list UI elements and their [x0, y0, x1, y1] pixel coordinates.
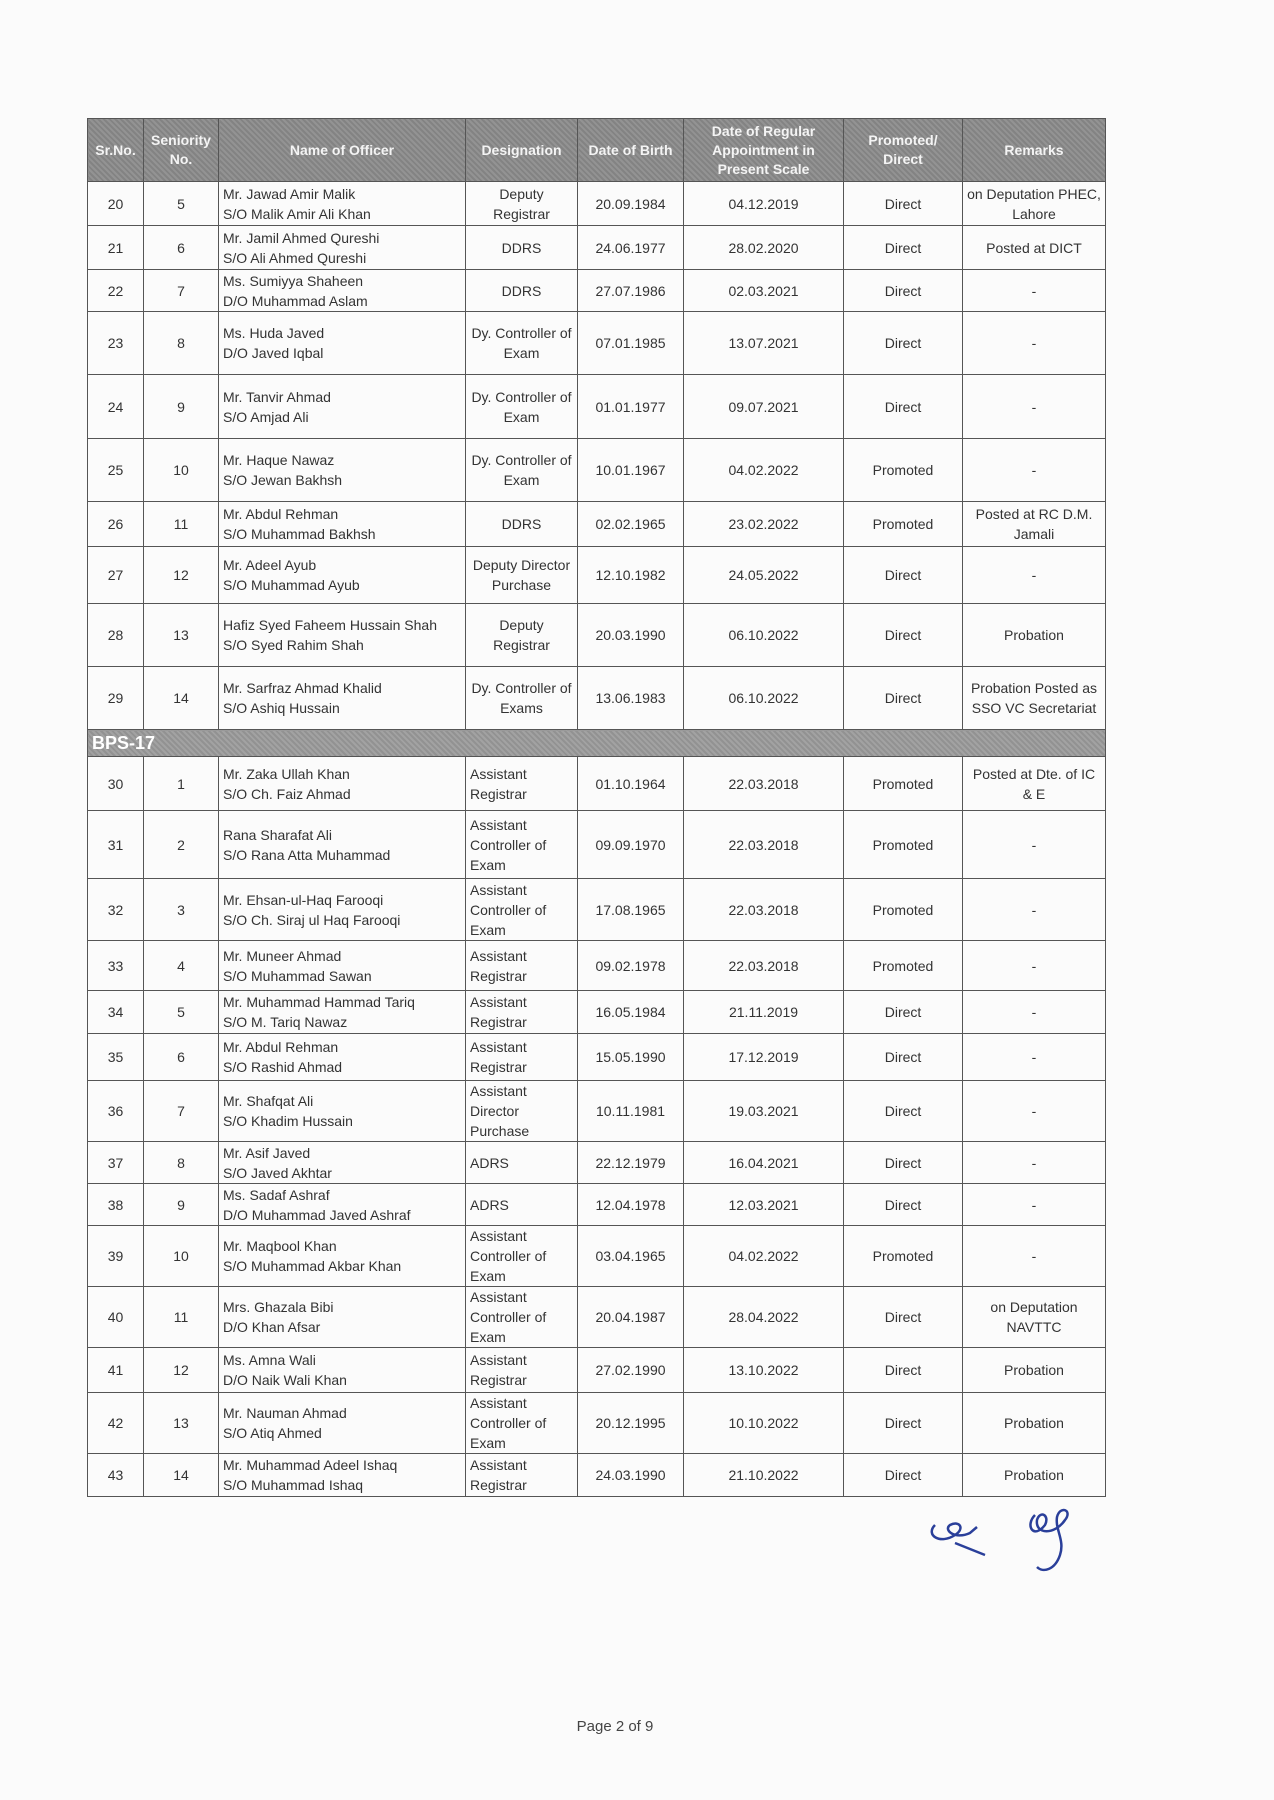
officer-name: Mr. Asif Javed: [223, 1144, 311, 1161]
officer-name-cell: [219, 811, 466, 879]
sr-no-cell: 37: [88, 1142, 144, 1184]
designation-cell: Deputy Director Purchase: [466, 547, 578, 604]
dob-cell: 20.04.1987: [578, 1287, 684, 1348]
officer-name: Mr. Ehsan-ul-Haq Farooqi: [223, 891, 384, 908]
table-row: [88, 941, 1106, 991]
table-row: [88, 1034, 1106, 1081]
remarks-cell: -: [963, 270, 1106, 312]
promoted-direct-cell: Promoted: [844, 502, 963, 547]
promoted-direct-cell: Direct: [844, 547, 963, 604]
appointment-date-cell: 16.04.2021: [684, 1142, 844, 1184]
seniority-no-cell: 10: [144, 439, 219, 502]
dob-cell: 13.06.1983: [578, 667, 684, 730]
seniority-no-cell: 13: [144, 1393, 219, 1454]
header-dob: Date of Birth: [578, 119, 684, 182]
dob-cell: 07.01.1985: [578, 312, 684, 375]
officer-parent: S/O Ali Ahmed Qureshi: [223, 249, 367, 266]
officer-name-cell: [219, 270, 466, 312]
sr-no-cell: 43: [88, 1454, 144, 1497]
officer-name: Rana Sharafat Ali: [223, 826, 332, 843]
designation-cell: Assistant Controller of Exam: [466, 1226, 578, 1287]
dob-cell: 27.07.1986: [578, 270, 684, 312]
remarks-cell: Probation: [963, 1454, 1106, 1497]
dob-cell: 01.10.1964: [578, 757, 684, 811]
officer-name-cell: [219, 1184, 466, 1226]
promoted-direct-cell: Direct: [844, 1034, 963, 1081]
promoted-direct-cell: Promoted: [844, 879, 963, 941]
seniority-no-cell: 2: [144, 811, 219, 879]
officer-name-cell: [219, 375, 466, 439]
table-row: [88, 1393, 1106, 1454]
designation-cell: Assistant Controller of Exam: [466, 811, 578, 879]
dob-cell: 12.04.1978: [578, 1184, 684, 1226]
officer-name-cell: [219, 182, 466, 226]
designation-cell: Assistant Registrar: [466, 1348, 578, 1393]
remarks-cell: -: [963, 547, 1106, 604]
table-row: [88, 1184, 1106, 1226]
officer-name: Mr. Jamil Ahmed Qureshi: [223, 229, 380, 246]
officer-name-cell: [219, 991, 466, 1034]
appointment-date-cell: 22.03.2018: [684, 941, 844, 991]
section-label: BPS-17: [88, 730, 1106, 757]
sr-no-cell: 22: [88, 270, 144, 312]
dob-cell: 20.03.1990: [578, 604, 684, 667]
designation-cell: Deputy Registrar: [466, 604, 578, 667]
sr-no-cell: 38: [88, 1184, 144, 1226]
officer-name-cell: [219, 757, 466, 811]
table-row: [88, 1081, 1106, 1142]
officer-name-cell: [219, 312, 466, 375]
appointment-date-cell: 28.04.2022: [684, 1287, 844, 1348]
officer-parent: S/O M. Tariq Nawaz: [223, 1014, 348, 1030]
promoted-direct-cell: Direct: [844, 1348, 963, 1393]
header-name: Name of Officer: [219, 119, 466, 182]
officer-name: Mr. Zaka Ullah Khan: [223, 765, 350, 782]
promoted-direct-cell: Direct: [844, 312, 963, 375]
table-row: [88, 879, 1106, 941]
designation-cell: ADRS: [466, 1142, 578, 1184]
designation-cell: Assistant Controller of Exam: [466, 1393, 578, 1454]
designation-cell: DDRS: [466, 270, 578, 312]
promoted-direct-cell: Direct: [844, 1081, 963, 1142]
signature-image: [915, 1495, 1115, 1585]
sr-no-cell: 33: [88, 941, 144, 991]
remarks-cell: Posted at DICT: [963, 226, 1106, 270]
designation-cell: Assistant Registrar: [466, 1034, 578, 1081]
appointment-date-cell: 12.03.2021: [684, 1184, 844, 1226]
officer-parent: S/O Muhammad Akbar Khan: [223, 1258, 402, 1274]
sr-no-cell: 28: [88, 604, 144, 667]
officer-parent: S/O Muhammad Ayub: [223, 577, 360, 593]
officer-parent: S/O Ch. Faiz Ahmad: [223, 785, 351, 802]
seniority-no-cell: 8: [144, 312, 219, 375]
officer-parent: S/O Javed Akhtar: [223, 1164, 332, 1181]
remarks-cell: -: [963, 1034, 1106, 1081]
table-row: [88, 270, 1106, 312]
designation-cell: Dy. Controller of Exams: [466, 667, 578, 730]
officer-name: Mr. Adeel Ayub: [223, 557, 317, 573]
appointment-date-cell: 06.10.2022: [684, 604, 844, 667]
promoted-direct-cell: Promoted: [844, 941, 963, 991]
promoted-direct-cell: Direct: [844, 1454, 963, 1497]
table-row: [88, 991, 1106, 1034]
officer-name-cell: [219, 226, 466, 270]
remarks-cell: -: [963, 941, 1106, 991]
remarks-cell: -: [963, 1081, 1106, 1142]
officer-name: Ms. Sumiyya Shaheen: [223, 272, 364, 289]
appointment-date-cell: 04.02.2022: [684, 1226, 844, 1287]
officer-name-cell: [219, 1142, 466, 1184]
dob-cell: 10.11.1981: [578, 1081, 684, 1142]
promoted-direct-cell: Direct: [844, 226, 963, 270]
officer-name-cell: [219, 667, 466, 730]
officer-name: Hafiz Syed Faheem Hussain Shah: [223, 617, 437, 633]
header-sr-no: Sr.No.: [88, 119, 144, 182]
seniority-no-cell: 10: [144, 1226, 219, 1287]
officer-name: Ms. Huda Javed: [223, 325, 325, 341]
appointment-date-cell: 24.05.2022: [684, 547, 844, 604]
officer-parent: D/O Javed Iqbal: [223, 345, 324, 361]
table-row: [88, 667, 1106, 730]
designation-cell: Dy. Controller of Exam: [466, 439, 578, 502]
remarks-cell: -: [963, 1184, 1106, 1226]
designation-cell: Assistant Registrar: [466, 941, 578, 991]
seniority-no-cell: 14: [144, 667, 219, 730]
designation-cell: ADRS: [466, 1184, 578, 1226]
sr-no-cell: 40: [88, 1287, 144, 1348]
table-row: [88, 502, 1106, 547]
table-row: [88, 1226, 1106, 1287]
remarks-cell: -: [963, 312, 1106, 375]
officer-parent: S/O Muhammad Sawan: [223, 967, 372, 984]
officer-name-cell: [219, 439, 466, 502]
page-number: Page 2 of 9: [576, 1718, 654, 1735]
officer-name-cell: [219, 1226, 466, 1287]
remarks-cell: Posted at Dte. of IC & E: [963, 757, 1106, 811]
remarks-cell: -: [963, 375, 1106, 439]
designation-cell: Assistant Director Purchase: [466, 1081, 578, 1142]
appointment-date-cell: 21.10.2022: [684, 1454, 844, 1497]
table-row: [88, 375, 1106, 439]
promoted-direct-cell: Promoted: [844, 757, 963, 811]
seniority-no-cell: 11: [144, 1287, 219, 1348]
dob-cell: 17.08.1965: [578, 879, 684, 941]
seniority-no-cell: 3: [144, 879, 219, 941]
table-row: [88, 811, 1106, 879]
remarks-cell: Posted at RC D.M. Jamali: [963, 502, 1106, 547]
header-appointment: Date of Regular Appointment in Present Scale: [684, 119, 844, 182]
seniority-table: [87, 118, 1106, 1497]
sr-no-cell: 42: [88, 1393, 144, 1454]
remarks-cell: -: [963, 879, 1106, 941]
promoted-direct-cell: Direct: [844, 667, 963, 730]
appointment-date-cell: 22.03.2018: [684, 879, 844, 941]
designation-cell: Assistant Controller of Exam: [466, 879, 578, 941]
officer-name-cell: [219, 1081, 466, 1142]
table-row: [88, 439, 1106, 502]
officer-parent: S/O Khadim Hussain: [223, 1113, 353, 1129]
promoted-direct-cell: Direct: [844, 1287, 963, 1348]
promoted-direct-cell: Promoted: [844, 439, 963, 502]
appointment-date-cell: 04.12.2019: [684, 182, 844, 226]
dob-cell: 03.04.1965: [578, 1226, 684, 1287]
seniority-no-cell: 13: [144, 604, 219, 667]
dob-cell: 24.03.1990: [578, 1454, 684, 1497]
appointment-date-cell: 06.10.2022: [684, 667, 844, 730]
seniority-no-cell: 1: [144, 757, 219, 811]
officer-name-cell: [219, 1454, 466, 1497]
appointment-date-cell: 28.02.2020: [684, 226, 844, 270]
dob-cell: 09.09.1970: [578, 811, 684, 879]
table-row: [88, 604, 1106, 667]
officer-name-cell: [219, 502, 466, 547]
remarks-cell: Probation: [963, 604, 1106, 667]
designation-cell: Assistant Registrar: [466, 757, 578, 811]
sr-no-cell: 21: [88, 226, 144, 270]
appointment-date-cell: 22.03.2018: [684, 811, 844, 879]
remarks-cell: -: [963, 991, 1106, 1034]
sr-no-cell: 36: [88, 1081, 144, 1142]
sr-no-cell: 27: [88, 547, 144, 604]
dob-cell: 27.02.1990: [578, 1348, 684, 1393]
sr-no-cell: 26: [88, 502, 144, 547]
table-row: [88, 547, 1106, 604]
promoted-direct-cell: Promoted: [844, 1226, 963, 1287]
officer-parent: S/O Ch. Siraj ul Haq Farooqi: [223, 911, 401, 928]
officer-parent: S/O Rashid Ahmad: [223, 1059, 343, 1075]
remarks-cell: on Deputation PHEC, Lahore: [963, 182, 1106, 226]
promoted-direct-cell: Direct: [844, 991, 963, 1034]
officer-name-cell: [219, 879, 466, 941]
seniority-no-cell: 5: [144, 182, 219, 226]
sr-no-cell: 35: [88, 1034, 144, 1081]
promoted-direct-cell: Direct: [844, 182, 963, 226]
table-row: [88, 1287, 1106, 1348]
dob-cell: 02.02.1965: [578, 502, 684, 547]
officer-name-cell: [219, 1034, 466, 1081]
officer-name: Mr. Tanvir Ahmad: [223, 388, 331, 405]
remarks-cell: Probation Posted as SSO VC Secretariat: [963, 667, 1106, 730]
officer-parent: S/O Ashiq Hussain: [223, 700, 340, 716]
officer-name: Mr. Abdul Rehman: [223, 506, 339, 522]
sr-no-cell: 32: [88, 879, 144, 941]
officer-name: Mr. Muhammad Hammad Tariq: [223, 994, 415, 1010]
remarks-cell: -: [963, 811, 1106, 879]
officer-parent: S/O Muhammad Bakhsh: [223, 526, 376, 542]
officer-name: Ms. Sadaf Ashraf: [223, 1186, 330, 1203]
table-row: [88, 1348, 1106, 1393]
seniority-no-cell: 11: [144, 502, 219, 547]
remarks-cell: -: [963, 439, 1106, 502]
officer-parent: S/O Muhammad Ishaq: [223, 1477, 364, 1493]
dob-cell: 15.05.1990: [578, 1034, 684, 1081]
remarks-cell: Probation: [963, 1348, 1106, 1393]
officer-parent: D/O Muhammad Aslam: [223, 292, 368, 309]
seniority-no-cell: 9: [144, 1184, 219, 1226]
sr-no-cell: 29: [88, 667, 144, 730]
seniority-no-cell: 12: [144, 547, 219, 604]
remarks-cell: -: [963, 1226, 1106, 1287]
officer-name: Mr. Haque Nawaz: [223, 452, 335, 468]
sr-no-cell: 23: [88, 312, 144, 375]
header-seniority-no: Seniority No.: [144, 119, 219, 182]
appointment-date-cell: 09.07.2021: [684, 375, 844, 439]
dob-cell: 16.05.1984: [578, 991, 684, 1034]
promoted-direct-cell: Direct: [844, 270, 963, 312]
officer-name-cell: [219, 1287, 466, 1348]
officer-parent: D/O Muhammad Javed Ashraf: [223, 1206, 411, 1223]
promoted-direct-cell: Direct: [844, 375, 963, 439]
remarks-cell: -: [963, 1142, 1106, 1184]
officer-parent: S/O Amjad Ali: [223, 408, 309, 425]
officer-name: Ms. Amna Wali: [223, 1352, 316, 1368]
sr-no-cell: 30: [88, 757, 144, 811]
seniority-no-cell: 6: [144, 1034, 219, 1081]
appointment-date-cell: 23.02.2022: [684, 502, 844, 547]
officer-name: Mr. Abdul Rehman: [223, 1039, 339, 1055]
dob-cell: 09.02.1978: [578, 941, 684, 991]
officer-name: Mr. Nauman Ahmad: [223, 1405, 347, 1421]
officer-name-cell: [219, 604, 466, 667]
promoted-direct-cell: Promoted: [844, 811, 963, 879]
sr-no-cell: 25: [88, 439, 144, 502]
dob-cell: 24.06.1977: [578, 226, 684, 270]
designation-cell: Dy. Controller of Exam: [466, 312, 578, 375]
sr-no-cell: 39: [88, 1226, 144, 1287]
table-row: [88, 182, 1106, 226]
seniority-no-cell: 7: [144, 1081, 219, 1142]
officer-name-cell: [219, 941, 466, 991]
designation-cell: Assistant Registrar: [466, 1454, 578, 1497]
dob-cell: 10.01.1967: [578, 439, 684, 502]
seniority-no-cell: 14: [144, 1454, 219, 1497]
officer-name: Mr. Muhammad Adeel Ishaq: [223, 1457, 398, 1473]
table-row: [88, 226, 1106, 270]
dob-cell: 20.12.1995: [578, 1393, 684, 1454]
designation-cell: DDRS: [466, 226, 578, 270]
appointment-date-cell: 21.11.2019: [684, 991, 844, 1034]
seniority-no-cell: 7: [144, 270, 219, 312]
sr-no-cell: 41: [88, 1348, 144, 1393]
seniority-no-cell: 8: [144, 1142, 219, 1184]
table-row: [88, 1142, 1106, 1184]
officer-name-cell: [219, 547, 466, 604]
officer-parent: D/O Naik Wali Khan: [223, 1372, 347, 1388]
seniority-no-cell: 9: [144, 375, 219, 439]
promoted-direct-cell: Direct: [844, 1393, 963, 1454]
appointment-date-cell: 13.07.2021: [684, 312, 844, 375]
designation-cell: DDRS: [466, 502, 578, 547]
officer-name: Mr. Shafqat Ali: [223, 1093, 314, 1109]
sr-no-cell: 31: [88, 811, 144, 879]
seniority-no-cell: 4: [144, 941, 219, 991]
dob-cell: 12.10.1982: [578, 547, 684, 604]
dob-cell: 01.01.1977: [578, 375, 684, 439]
table-header-row: [88, 119, 1106, 182]
officer-parent: S/O Atiq Ahmed: [223, 1425, 322, 1441]
table-row: [88, 1454, 1106, 1497]
designation-cell: Dy. Controller of Exam: [466, 375, 578, 439]
appointment-date-cell: 17.12.2019: [684, 1034, 844, 1081]
officer-name: Mr. Jawad Amir Malik: [223, 185, 356, 202]
designation-cell: Assistant Controller of Exam: [466, 1287, 578, 1348]
header-designation: Designation: [466, 119, 578, 182]
promoted-direct-cell: Direct: [844, 1142, 963, 1184]
designation-cell: Deputy Registrar: [466, 182, 578, 226]
officer-name-cell: [219, 1348, 466, 1393]
designation-cell: Assistant Registrar: [466, 991, 578, 1034]
dob-cell: 20.09.1984: [578, 182, 684, 226]
appointment-date-cell: 22.03.2018: [684, 757, 844, 811]
promoted-direct-cell: Direct: [844, 1184, 963, 1226]
remarks-cell: on Deputation NAVTTC: [963, 1287, 1106, 1348]
officer-parent: S/O Malik Amir Ali Khan: [223, 205, 371, 222]
header-remarks: Remarks: [963, 119, 1106, 182]
section-row: [88, 730, 1106, 757]
dob-cell: 22.12.1979: [578, 1142, 684, 1184]
officer-name-cell: [219, 1393, 466, 1454]
seniority-no-cell: 12: [144, 1348, 219, 1393]
appointment-date-cell: 04.02.2022: [684, 439, 844, 502]
appointment-date-cell: 02.03.2021: [684, 270, 844, 312]
table-row: [88, 757, 1106, 811]
seniority-no-cell: 5: [144, 991, 219, 1034]
officer-name: Mr. Sarfraz Ahmad Khalid: [223, 680, 382, 696]
seniority-no-cell: 6: [144, 226, 219, 270]
sr-no-cell: 20: [88, 182, 144, 226]
sr-no-cell: 24: [88, 375, 144, 439]
officer-name: Mr. Muneer Ahmad: [223, 947, 342, 964]
officer-parent: S/O Jewan Bakhsh: [223, 472, 343, 488]
officer-parent: S/O Rana Atta Muhammad: [223, 846, 391, 863]
header-promoted-direct: Promoted/ Direct: [844, 119, 963, 182]
sr-no-cell: 34: [88, 991, 144, 1034]
remarks-cell: Probation: [963, 1393, 1106, 1454]
appointment-date-cell: 10.10.2022: [684, 1393, 844, 1454]
officer-name: Mrs. Ghazala Bibi: [223, 1299, 334, 1315]
officer-parent: D/O Khan Afsar: [223, 1319, 321, 1335]
appointment-date-cell: 19.03.2021: [684, 1081, 844, 1142]
officer-name: Mr. Maqbool Khan: [223, 1238, 337, 1254]
appointment-date-cell: 13.10.2022: [684, 1348, 844, 1393]
table-row: [88, 312, 1106, 375]
officer-parent: S/O Syed Rahim Shah: [223, 637, 364, 653]
promoted-direct-cell: Direct: [844, 604, 963, 667]
